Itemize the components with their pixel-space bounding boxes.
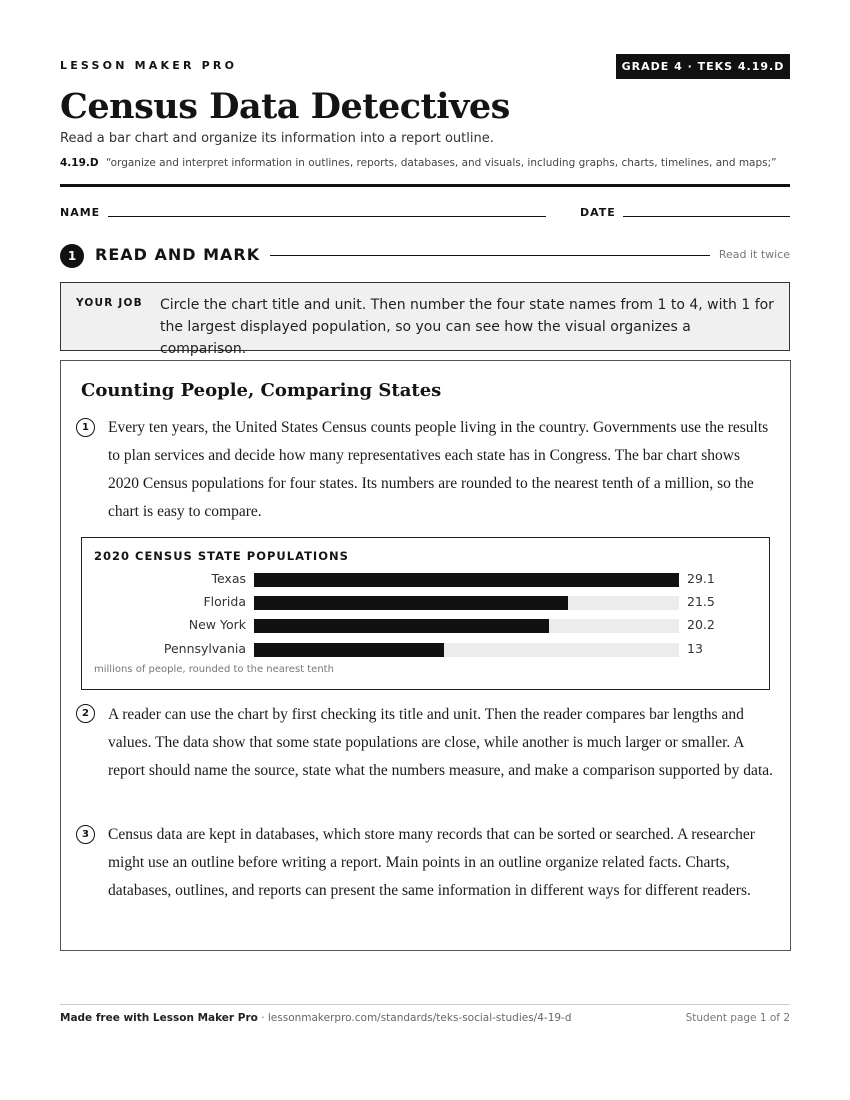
chart-bar-track bbox=[254, 619, 679, 633]
chart-bar bbox=[254, 643, 444, 657]
section-number-badge: 1 bbox=[60, 244, 84, 268]
footer-url[interactable]: lessonmakerpro.com/standards/teks-social-studies/4-19-d bbox=[267, 1012, 572, 1024]
chart-bar-track bbox=[254, 573, 679, 587]
job-instructions: Circle the chart title and unit. Then number the four state names from 1 to 4, with 1 for the largest displayed population, so you can see how the visual organizes a comparison. bbox=[160, 297, 774, 357]
name-field[interactable] bbox=[108, 216, 546, 217]
brand-name: LESSON MAKER PRO bbox=[60, 59, 238, 72]
chart-category-label: Florida bbox=[203, 594, 246, 609]
chart-bar-track bbox=[254, 596, 679, 610]
standard-code: 4.19.D bbox=[60, 157, 99, 169]
section-title: READ AND MARK bbox=[95, 245, 261, 264]
chart-title: 2020 CENSUS STATE POPULATIONS bbox=[94, 549, 349, 563]
worksheet-title: Census Data Detectives bbox=[60, 86, 510, 127]
chart-bar bbox=[254, 573, 679, 587]
footer-page-number: Student page 1 of 2 bbox=[685, 1012, 790, 1024]
chart-bar bbox=[254, 619, 549, 633]
chart-value-label: 29.1 bbox=[687, 571, 715, 586]
paragraph-number-1: 1 bbox=[76, 418, 95, 437]
footer-made-with: Made free with Lesson Maker Pro bbox=[60, 1012, 258, 1024]
job-label: YOUR JOB bbox=[76, 297, 143, 309]
population-bar-chart bbox=[81, 537, 770, 690]
chart-unit-note: millions of people, rounded to the nearest tenth bbox=[94, 664, 334, 675]
paragraph-1: Every ten years, the United States Census counts people living in the country. Governments use the results to plan services and decide how many representatives each state has in Congress. The bar chart shows 2020 Census populations for four states. Its numbers are rounded to the nearest tenth of a million, so the chart is easy to compare. bbox=[108, 419, 769, 520]
chart-value-label: 21.5 bbox=[687, 594, 715, 609]
reading-passage bbox=[60, 360, 791, 951]
chart-bar bbox=[254, 596, 568, 610]
chart-row bbox=[82, 573, 771, 587]
chart-row bbox=[82, 619, 771, 633]
paragraph-2: A reader can use the chart by first checking its title and unit. Then the reader compares bar lengths and values. The data show that some state populations are close, while another is much larger or smaller. A report should name the source, state what the numbers measure, and make a comparison supported by data. bbox=[108, 706, 774, 779]
standard-line bbox=[60, 157, 777, 169]
paragraph-number-3: 3 bbox=[76, 825, 95, 844]
chart-row bbox=[82, 596, 771, 610]
paragraph-number-2: 2 bbox=[76, 704, 95, 723]
worksheet-subtitle: Read a bar chart and organize its information into a report outline. bbox=[60, 131, 494, 146]
grade-badge: GRADE 4 · TEKS 4.19.D bbox=[616, 54, 790, 79]
paragraph-3: Census data are kept in databases, which store many records that can be sorted or searched. A researcher might use an outline before writing a report. Main points in an outline organize related facts. Charts, databases, outlines, and reports can present the same information in different ways for different readers. bbox=[108, 826, 755, 899]
chart-row bbox=[82, 643, 771, 657]
chart-bar-track bbox=[254, 643, 679, 657]
date-label: DATE bbox=[580, 206, 616, 219]
chart-category-label: Pennsylvania bbox=[163, 641, 246, 656]
chart-value-label: 20.2 bbox=[687, 617, 715, 632]
header-divider bbox=[60, 184, 790, 187]
section-rule bbox=[270, 255, 710, 256]
standard-text: “organize and interpret information in outlines, reports, databases, and visuals, including graphs, charts, timelines, and maps;” bbox=[105, 157, 777, 169]
footer-separator: · bbox=[257, 1012, 268, 1024]
footer-divider bbox=[60, 1004, 790, 1005]
chart-category-label: New York bbox=[188, 617, 246, 632]
chart-category-label: Texas bbox=[211, 571, 246, 586]
chart-value-label: 13 bbox=[687, 641, 703, 656]
job-box bbox=[60, 282, 790, 357]
footer-credit bbox=[60, 1012, 572, 1024]
passage-title: Counting People, Comparing States bbox=[81, 380, 442, 401]
name-label: NAME bbox=[60, 206, 101, 219]
date-field[interactable] bbox=[623, 216, 790, 217]
section-note: Read it twice bbox=[718, 248, 790, 261]
